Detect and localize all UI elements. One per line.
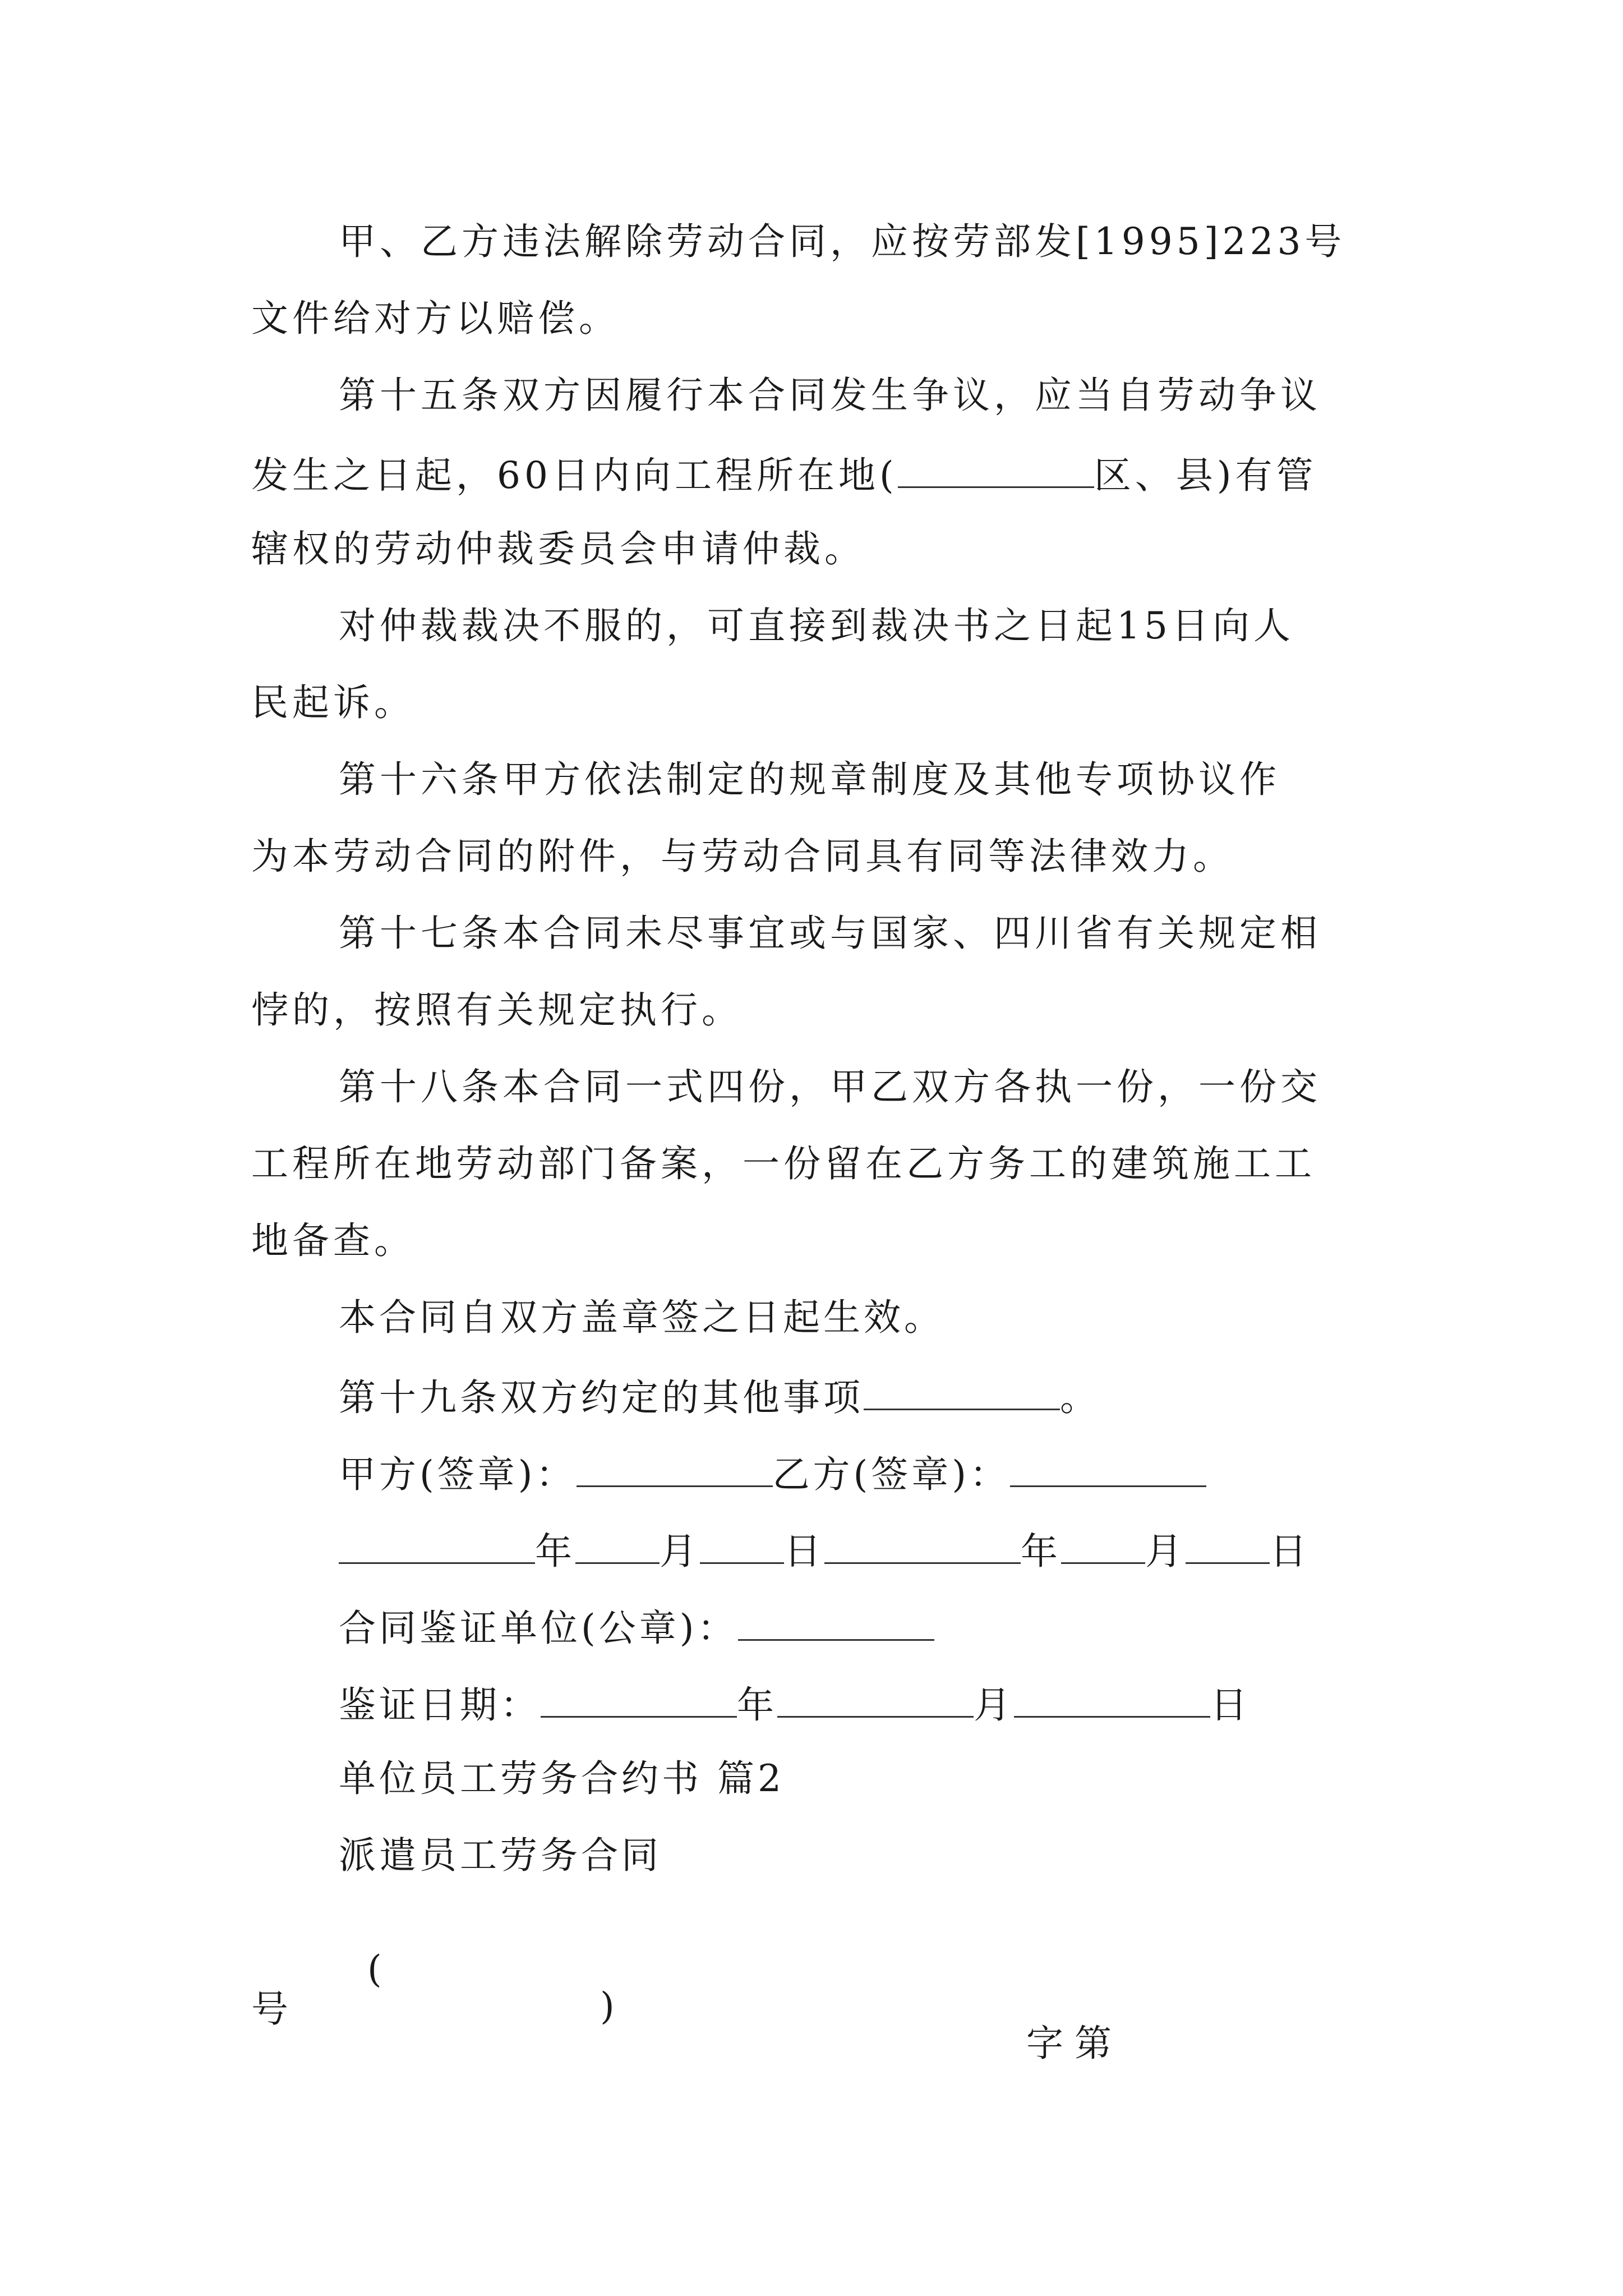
party-a-signature-blank — [577, 1453, 773, 1487]
paragraph-line — [0, 835, 1623, 878]
paragraph-line — [0, 454, 1623, 497]
line-text: 文件给对方以赔偿。 — [251, 297, 620, 340]
month-label: 月 — [974, 1683, 1014, 1727]
verify-unit-label: 合同鉴证单位(公章)： — [339, 1607, 738, 1650]
verify-unit-blank — [738, 1607, 934, 1641]
verify-unit-line — [0, 1607, 1623, 1650]
date-blank — [575, 1530, 660, 1564]
line-text: 为本劳动合同的附件，与劳动合同具有同等法律效力。 — [251, 835, 1234, 878]
line-text: 。 — [1060, 1376, 1100, 1419]
paragraph-line — [0, 1296, 1623, 1339]
day-label: 日 — [784, 1530, 824, 1573]
date-blank — [1014, 1683, 1210, 1718]
verify-date-line — [0, 1683, 1623, 1727]
line-text: 区、县)有管 — [1094, 454, 1317, 497]
party-b-label: 乙方(签章)： — [772, 1453, 1010, 1496]
title-text: 派遣员工劳务合同 — [339, 1834, 662, 1877]
paren-open: ( — [367, 1948, 385, 1991]
paragraph-line — [0, 758, 1623, 801]
blank-other-matters — [864, 1376, 1060, 1410]
line-text: 民起诉。 — [251, 681, 415, 724]
paragraph-line — [0, 1376, 1623, 1419]
party-b-signature-blank — [1010, 1453, 1206, 1487]
line-text: 悖的，按照有关规定执行。 — [251, 988, 743, 1032]
paragraph-line — [0, 527, 1623, 570]
year-label: 年 — [535, 1530, 575, 1573]
date-blank — [824, 1530, 1021, 1564]
paragraph-line — [0, 1219, 1623, 1262]
line-text: 辖权的劳动仲裁委员会申请仲裁。 — [251, 527, 865, 570]
line-text: 本合同自双方盖章签之日起生效。 — [339, 1296, 944, 1339]
day-label: 日 — [1270, 1530, 1310, 1573]
paren-close: ) — [600, 1985, 618, 2028]
paragraph-line — [0, 681, 1623, 724]
date-blank — [777, 1683, 974, 1718]
line-text: 第十七条本合同未尽事宜或与国家、四川省有关规定相 — [339, 912, 1321, 955]
paragraph-line — [0, 297, 1623, 340]
paragraph-line — [0, 1065, 1623, 1108]
month-label: 月 — [660, 1530, 700, 1573]
paragraph-line — [0, 1142, 1623, 1185]
line-text: 甲、乙方违法解除劳动合同，应按劳部发[1995]223号 — [339, 220, 1346, 263]
section-heading — [0, 1757, 1623, 1800]
zi-di-label: 字第 — [1026, 2022, 1123, 2065]
line-text: 发生之日起，60日内向工程所在地( — [251, 454, 898, 497]
party-a-label: 甲方(签章)： — [339, 1453, 577, 1496]
date-blank — [700, 1530, 784, 1564]
date-blank — [339, 1530, 535, 1564]
line-text: 第十六条甲方依法制定的规章制度及其他专项协议作 — [339, 758, 1280, 801]
line-text: 第十九条双方约定的其他事项 — [339, 1376, 864, 1419]
year-label: 年 — [737, 1683, 777, 1727]
verify-date-label: 鉴证日期： — [339, 1683, 541, 1727]
line-text: 第十五条双方因履行本合同发生争议，应当自劳动争议 — [339, 374, 1321, 417]
line-text: 第十八条本合同一式四份，甲乙双方各执一份，一份交 — [339, 1065, 1321, 1108]
line-text: 对仲裁裁决不服的，可直接到裁决书之日起15日向人 — [339, 604, 1294, 647]
hao-label: 号 — [251, 1987, 292, 2031]
date-blank — [541, 1683, 737, 1718]
date-blank — [1186, 1530, 1270, 1564]
signature-date-line — [0, 1530, 1623, 1573]
paragraph-line — [0, 604, 1623, 647]
line-text: 地备查。 — [251, 1219, 415, 1262]
blank-district — [898, 454, 1094, 488]
year-label: 年 — [1021, 1530, 1061, 1573]
month-label: 月 — [1145, 1530, 1186, 1573]
heading-text: 单位员工劳务合约书 篇2 — [339, 1757, 785, 1800]
paragraph-line — [0, 374, 1623, 417]
date-blank — [1061, 1530, 1145, 1564]
contract-title — [0, 1834, 1623, 1877]
day-label: 日 — [1210, 1683, 1251, 1727]
paragraph-line — [0, 220, 1623, 263]
paragraph-line — [0, 988, 1623, 1032]
signature-line — [0, 1453, 1623, 1496]
line-text: 工程所在地劳动部门备案，一份留在乙方务工的建筑施工工 — [251, 1142, 1316, 1185]
contract-number-suffix — [0, 1987, 1623, 2031]
paragraph-line — [0, 912, 1623, 955]
